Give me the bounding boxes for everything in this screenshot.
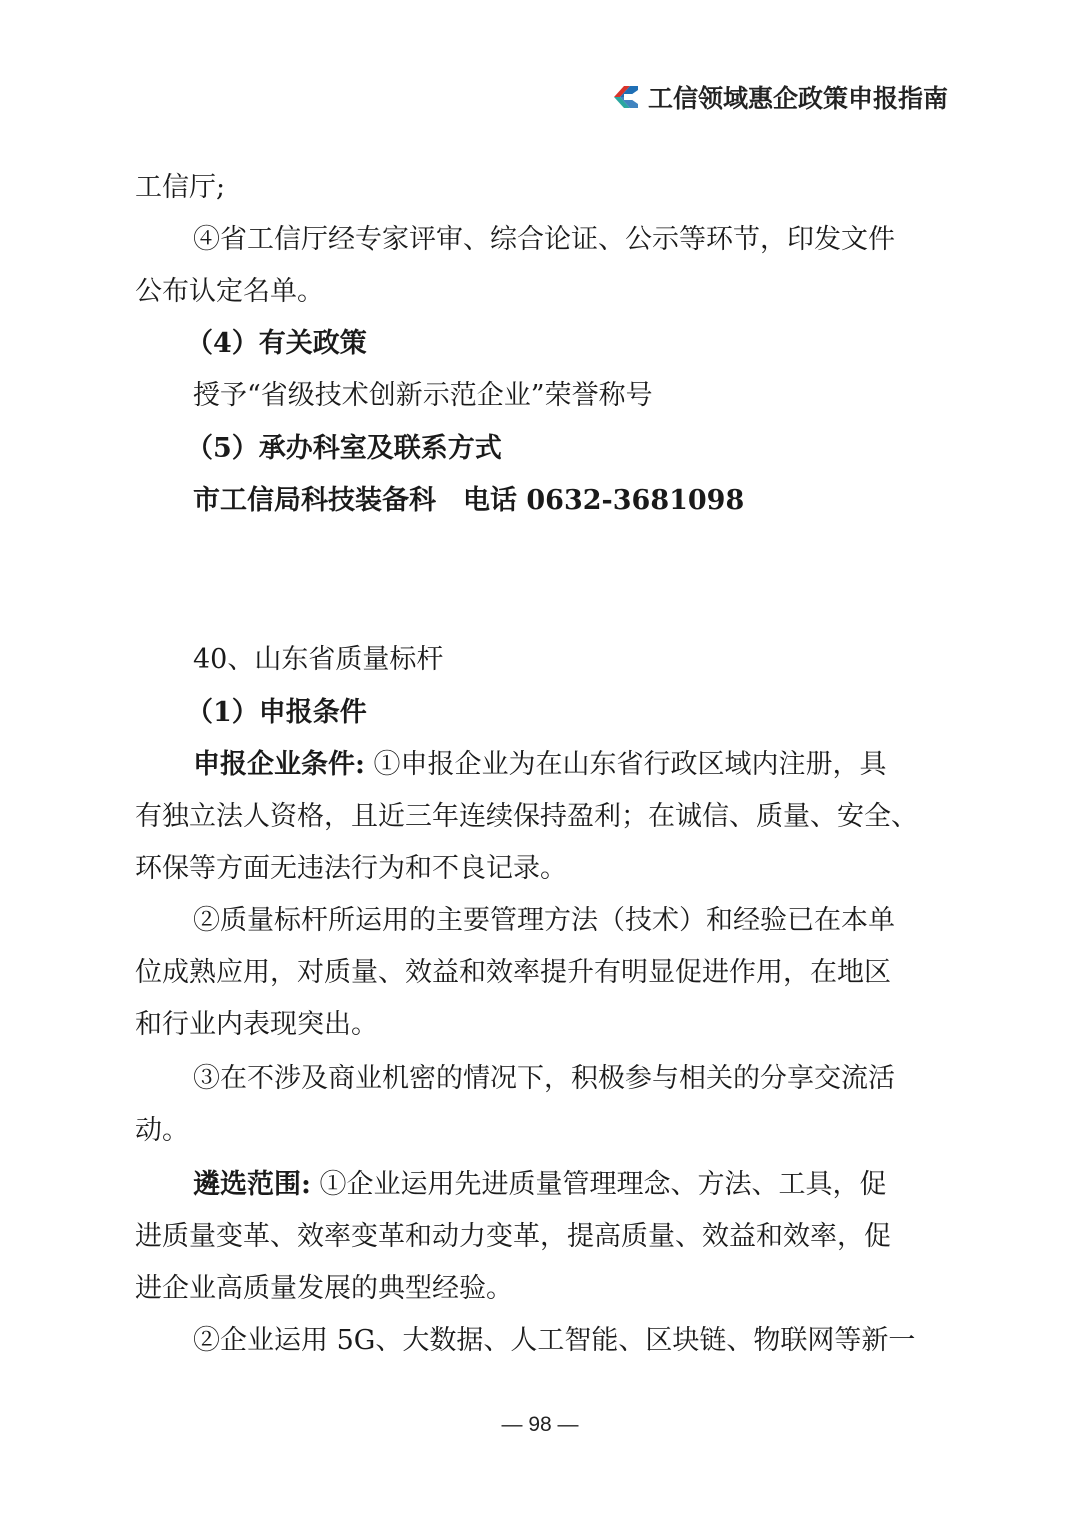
body-line: 环保等方面无违法行为和不良记录。 (135, 853, 567, 884)
body-line: ②企业运用 5G、大数据、人工智能、区块链、物联网等新一 (193, 1325, 916, 1356)
body-line: ④省工信厅经专家评审、综合论证、公示等环节，印发文件 (193, 224, 895, 255)
body-line: 工信厅; (135, 172, 226, 203)
body-line: ②质量标杆所运用的主要管理方法（技术）和经验已在本单 (193, 905, 895, 936)
body-line: 位成熟应用，对质量、效益和效率提升有明显促进作用，在地区 (135, 957, 891, 988)
item-title: 40、山东省质量标杆 (193, 644, 444, 675)
contact-line: 市工信局科技装备科 电话 0632-3681098 (193, 485, 745, 516)
body-line: 申报企业条件: ①申报企业为在山东省行政区域内注册，具 (193, 749, 887, 780)
section-heading: （5）承办科室及联系方式 (186, 433, 502, 464)
logo-icon (610, 82, 642, 112)
body-line: 进企业高质量发展的典型经验。 (135, 1273, 513, 1304)
body-line: 进质量变革、效率变革和动力变革，提高质量、效益和效率，促 (135, 1221, 891, 1252)
body-line: 和行业内表现突出。 (135, 1009, 378, 1040)
section-heading: （1）申报条件 (186, 697, 367, 728)
inline-label: 遴选范围: (193, 1169, 311, 1200)
body-line: 公布认定名单。 (135, 276, 324, 307)
body-line: 有独立法人资格，且近三年连续保持盈利；在诚信、质量、安全、 (135, 801, 918, 832)
body-line: ③在不涉及商业机密的情况下，积极参与相关的分享交流活 (193, 1063, 895, 1094)
body-line: 授予“省级技术创新示范企业”荣誉称号 (193, 380, 653, 411)
body-line: 动。 (135, 1115, 189, 1146)
body-line: 遴选范围: ①企业运用先进质量管理理念、方法、工具，促 (193, 1169, 887, 1200)
section-heading: （4）有关政策 (186, 328, 367, 359)
header-title: 工信领域惠企政策申报指南 (647, 84, 948, 113)
page-number: — 98 — (501, 1413, 579, 1436)
inline-label: 申报企业条件: (193, 749, 365, 780)
page-header (610, 78, 948, 116)
